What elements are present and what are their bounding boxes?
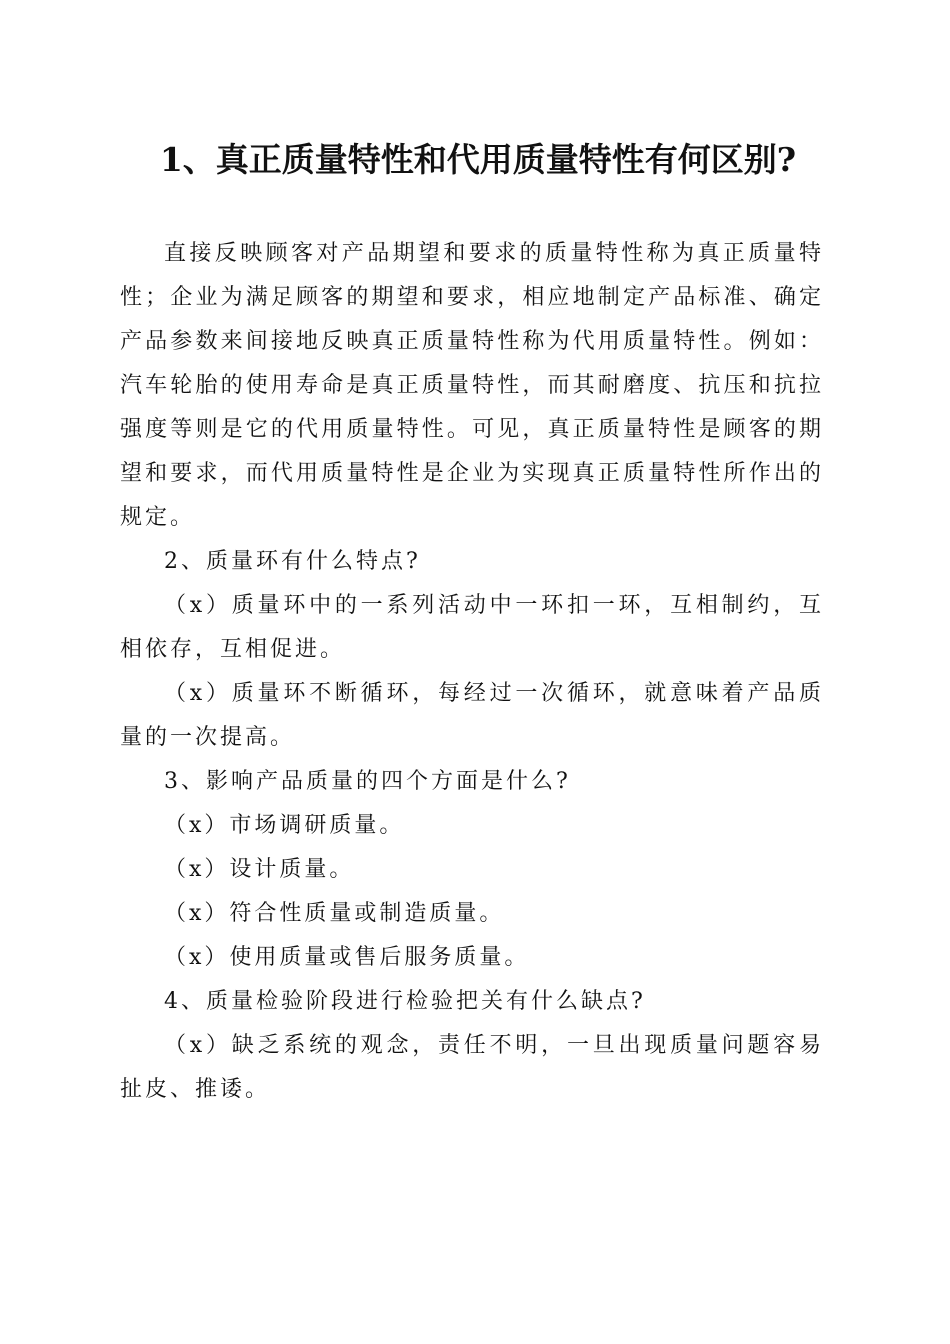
paragraph-quality-characteristics: 直接反映顾客对产品期望和要求的质量特性称为真正质量特性；企业为满足顾客的期望和要求，相应地制定产品标准、确定产品参数来间接地反映真正质量特性称为代用质量特性。例如：汽车轮胎的使用寿命是真正质量特性，而其耐磨度、抗压和抗拉强度等则是它的代用质量特性。可见，真正质量特性是顾客的期望和要求，而代用质量特性是企业为实现真正质量特性所作出的规定。	[120, 241, 824, 530]
question-inspection-drawbacks: 4、质量检验阶段进行检验把关有什么缺点?	[164, 989, 646, 1014]
answer-aspect-usage-service: （x）使用质量或售后服务质量。	[164, 945, 530, 970]
answer-quality-loop-2: （x）质量环不断循环，每经过一次循环，就意味着产品质量的一次提高。	[120, 681, 824, 750]
answer-aspect-conformance: （x）符合性质量或制造质量。	[164, 901, 505, 926]
question-four-aspects: 3、影响产品质量的四个方面是什么?	[164, 769, 571, 794]
answer-inspection-drawbacks: （x）缺乏系统的观念，责任不明，一旦出现质量问题容易扯皮、推诿。	[120, 1033, 824, 1102]
document-title: 1、真正质量特性和代用质量特性有何区别?	[159, 140, 797, 179]
answer-quality-loop-1: （x）质量环中的一系列活动中一环扣一环，互相制约，互相依存，互相促进。	[120, 593, 824, 662]
question-quality-loop: 2、质量环有什么特点?	[164, 549, 421, 574]
answer-aspect-market-research: （x）市场调研质量。	[164, 813, 405, 838]
document-body	[120, 232, 824, 1112]
answer-aspect-design: （x）设计质量。	[164, 857, 355, 882]
